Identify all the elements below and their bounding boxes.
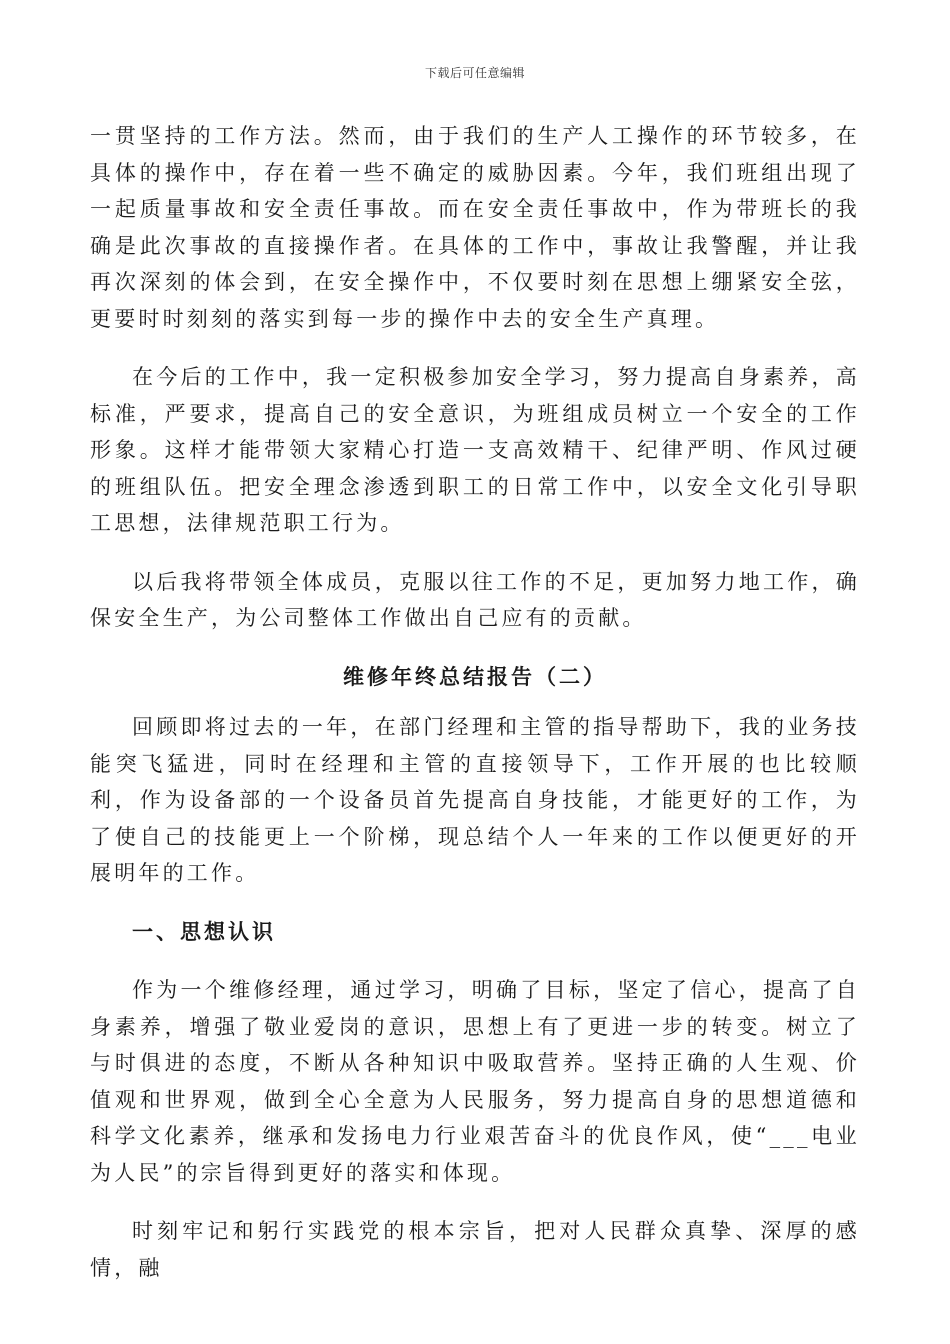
paragraph-gap bbox=[90, 542, 860, 564]
paragraph-gap bbox=[90, 637, 860, 659]
page-header-note: 下载后可任意编辑 bbox=[424, 66, 525, 80]
report-title: 维修年终总结报告（二） bbox=[343, 663, 607, 689]
paragraph-future-work: 在今后的工作中，我一定积极参加安全学习，努力提高自身素养，高标准，严要求，提高自己的安全意识，为班组成员树立一个安全的工作形象。这样才能带领大家精心打造一支高效精干、纪律严明、作风过硬的班组队伍。把安全理念渗透到职工的日常工作中，以安全文化引导职工思想，法律规范职工行为。 bbox=[90, 365, 860, 535]
paragraph-review: 回顾即将过去的一年，在部门经理和主管的指导帮助下，我的业务技能突飞猛进，同时在经理和主管的直接领导下，工作开展的也比较顺利，作为设备部的一个设备员首先提高自身技能，才能更好的工作，为了使自己的技能更上一个阶梯，现总结个人一年来的工作以便更好的开展明年的工作。 bbox=[90, 715, 860, 885]
paragraph-safety-methods: 一贯坚持的工作方法。然而，由于我们的生产人工操作的环节较多，在具体的操作中，存在着一些不确定的威胁因素。今年，我们班组出现了一起质量事故和安全责任事故。而在安全责任事故中，作为带班长的我确是此次事故的直接操作者。在具体的工作中，事故让我警醒，并让我再次深刻的体会到，在安全操作中，不仅要时刻在思想上绷紧安全弦，更要时时刻刻的落实到每一步的操作中去的安全生产真理。 bbox=[90, 124, 860, 331]
paragraph-commitment: 以后我将带领全体成员，克服以往工作的不足，更加努力地工作，确保安全生产，为公司整体工作做出自己应有的贡献。 bbox=[90, 569, 860, 630]
paragraph-gap bbox=[90, 950, 860, 972]
paragraph-gap bbox=[90, 337, 860, 359]
paragraph-gap bbox=[90, 695, 860, 709]
section-heading-ideology: 一、思想认识 bbox=[132, 918, 276, 944]
paragraph-gap bbox=[90, 892, 860, 914]
paragraph-party-purpose: 时刻牢记和躬行实践党的根本宗旨，把对人民群众真挚、深厚的感情，融 bbox=[90, 1219, 860, 1280]
paragraph-ideology: 作为一个维修经理，通过学习，明确了目标，坚定了信心，提高了自身素养，增强了敬业爱岗的意识，思想上有了更进一步的转变。树立了与时俱进的态度，不断从各种知识中吸取营养。坚持正确的人生观、价值观和世界观，做到全心全意为人民服务，努力提高自身的思想道德和科学文化素养，继承和发扬电力行业艰苦奋斗的优良作风，使“___电业为人民”的宗旨得到更好的落实和体现。 bbox=[90, 978, 860, 1185]
document-body bbox=[90, 118, 860, 1286]
paragraph-gap bbox=[90, 1191, 860, 1213]
